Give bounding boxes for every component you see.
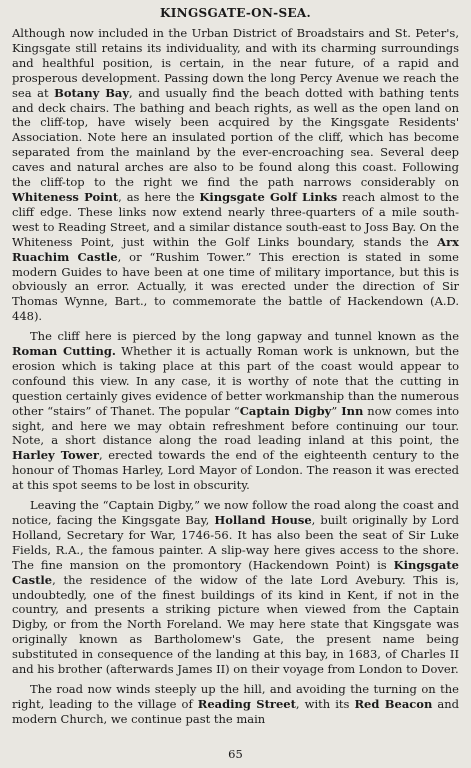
text-run: , with its [295, 696, 355, 711]
text-run: Although now included in the Urban District of Broadstairs and St. Peter's, Kingsgate still retains its individuality, and with its charming surroundings and healthful position, is certain, in the near future, of a rapid and prosperous development. Passing down the long Percy Avenue we reach the sea at [12, 26, 459, 100]
text-run: ” [331, 403, 342, 418]
bold-place-name: Red Beacon [354, 696, 433, 711]
text-run: Whether it is actually Roman work is unknown, but the erosion which is taking place at this part of the coast would appear to confound this view. In any case, it is worthy of note that the cutting in question certainly gives evidence of better workmanship than the numerous other “stairs” of Thanet. The popular “ [12, 344, 459, 418]
text-run: reach almost to the cliff edge. These links now extend nearly three-quarters of a mile south-west to Reading Street, and a similar distance south-east to Joss Bay. On the Whiteness Point, just within the Golf Links boundary, stands the [12, 189, 459, 249]
text-run: The road now winds steeply up the hill, and avoiding the turning on the right, leading to the village of [12, 681, 459, 711]
page-heading: KINGSGATE-ON-SEA. [160, 6, 311, 20]
bold-place-name: Kingsgate Golf Links [199, 189, 338, 204]
bold-place-name: Harley Tower [12, 448, 99, 463]
bold-place-name: Roman Cutting. [12, 344, 116, 359]
bold-place-name: Holland House [214, 513, 312, 527]
text-run: , built originally by Lord Holland, Secretary for War, 1746-56. It has also been the seat of Sir Luke Fields, R.A., the famous painter. A slip-way here gives access to the shore. The fine mansion on the promontory (Hackendown Point) is [12, 513, 459, 572]
bold-place-name: Kingsgate Castle [12, 557, 459, 587]
bold-place-name: Inn [341, 403, 364, 418]
text-run: now comes into sight, and here we may obtain refreshment before continuing our tour. Note, a short distance along the road leading inland at this point, the [12, 403, 460, 448]
paragraph-1 [12, 26, 459, 324]
text-run: The cliff here is pierced by the long gapway and tunnel known as the [30, 329, 459, 344]
text-run: and modern Church, we continue past the main [12, 696, 459, 726]
bold-place-name: Arx Ruachim Castle [12, 234, 459, 264]
text-run: , the residence of the widow of the late Lord Avebury. This is, undoubtedly, one of the finest buildings of its kind in Kent, if not in the country, and presents a striking picture when viewed from the Captain Digby, or from the North Foreland. We may here state that Kingsgate was originally known as Bartholomew's Gate, the present name being substituted in consequence of the landing at this bay, in 1683, of Charles II and his brother (afterwards James II) on their voyage from London to Dover. [12, 572, 459, 677]
bold-place-name: Whiteness Point [12, 189, 119, 204]
text-run: , as here the [118, 189, 200, 204]
paragraph-2 [12, 329, 459, 493]
bold-place-name: Botany Bay [54, 85, 130, 100]
text-run: , erected towards the end of the eighteenth century to the honour of Thomas Harley, Lord Mayor of London. The reason it was erected at this spot seems to be lost in obscurity. [12, 448, 459, 493]
text-run: , or “Rushim Tower.” This erection is stated in some modern Guides to have been at one time of military importance, but this is obviously an error. Actually, it was erected under the direction of Sir Thomas Wynne, Bart., to commemorate the battle of Hackendown (A.D. 448). [12, 249, 459, 324]
text-run: , and usually find the beach dotted with bathing tents and deck chairs. The bathing and beach rights, as well as the open land on the cliff-top, have wisely been acquired by the Kingsgate Residents' Association. Note here an insulated portion of the cliff, which has become separated from the mainland by the ever-encroaching sea. Several deep caves and natural arches are also to be found along this coast. Following the cliff-top to the right we find the path narrows considerably on [12, 85, 459, 190]
bold-place-name: Captain Digby [239, 403, 332, 418]
bold-place-name: Reading Street [197, 696, 296, 711]
paragraph-3 [12, 498, 459, 677]
text-run: Leaving the “Captain Digby,” we now follow the road along the coast and notice, facing the Kingsgate Bay, [12, 498, 459, 527]
paragraph-4 [12, 682, 459, 727]
body-text [12, 26, 459, 727]
page-number: 65 [228, 747, 243, 761]
